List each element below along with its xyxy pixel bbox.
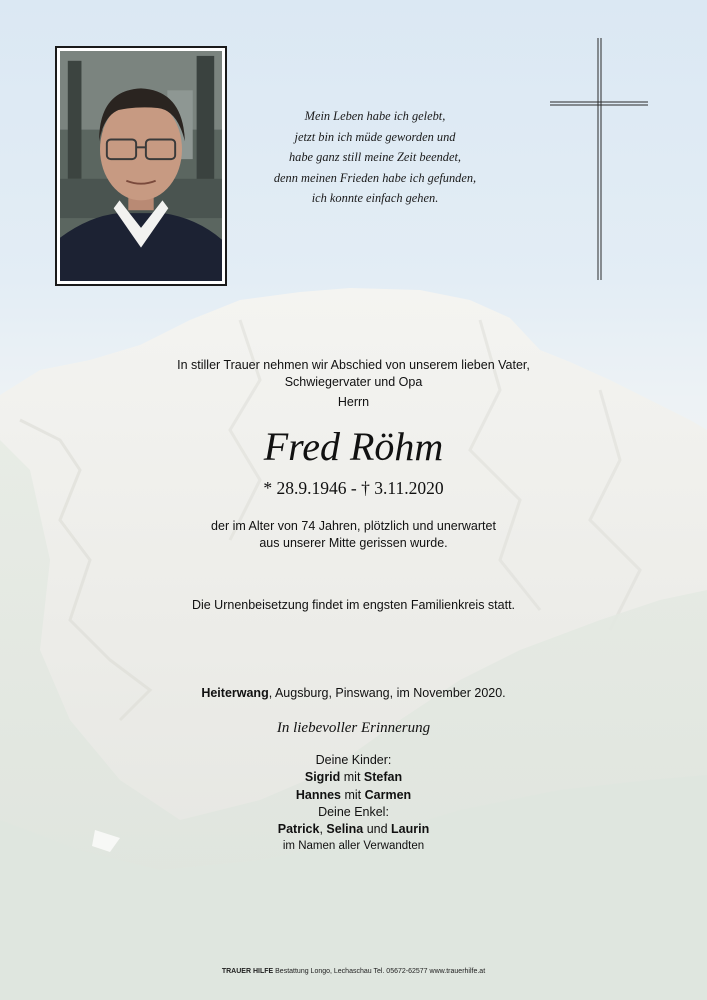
child-name: Hannes bbox=[295, 787, 341, 802]
portrait-photo bbox=[55, 46, 227, 286]
poem-line: Mein Leben habe ich gelebt, bbox=[304, 109, 446, 123]
urn-notice: Die Urnenbeisetzung findet im engsten Familienkreis statt. bbox=[191, 598, 516, 612]
poem-line: habe ganz still meine Zeit beendet, bbox=[288, 150, 462, 164]
footer-brand: TRAUER HILFE bbox=[221, 968, 274, 975]
connector: und bbox=[363, 822, 392, 837]
partner-name: Carmen bbox=[364, 787, 412, 802]
place-rest: , Augsburg, Pinswang, im November 2020. bbox=[268, 686, 506, 700]
closing-line: im Namen aller Verwandten bbox=[282, 840, 425, 853]
intro-line-2: Schwiegervater und Opa bbox=[284, 375, 423, 389]
death-note-line-2: aus unserer Mitte gerissen wurde. bbox=[259, 535, 448, 550]
family-list bbox=[0, 752, 707, 856]
memory-heading: In liebevoller Erinnerung bbox=[276, 720, 431, 736]
footer bbox=[0, 968, 707, 975]
grandchild-name: Selina bbox=[326, 822, 364, 837]
place-primary: Heiterwang bbox=[201, 686, 269, 700]
family-line bbox=[0, 821, 707, 838]
place-date-line bbox=[0, 686, 707, 700]
family-line bbox=[0, 787, 707, 804]
grandchildren-label: Deine Enkel: bbox=[318, 804, 389, 819]
intro-line-1: In stiller Trauer nehmen wir Abschied von unserem lieben Vater, bbox=[177, 358, 530, 372]
death-note-line-1: der im Alter von 74 Jahren, plötzlich und unerwartet bbox=[211, 519, 496, 533]
connector: mit bbox=[340, 770, 364, 785]
grandchild-name: Patrick bbox=[277, 822, 320, 837]
salutation: Herrn bbox=[337, 395, 370, 409]
poem-line: ich konnte einfach gehen. bbox=[311, 191, 439, 205]
deceased-name: Fred Röhm bbox=[263, 424, 444, 469]
death-note bbox=[0, 518, 707, 551]
life-dates: * 28.9.1946 - † 3.11.2020 bbox=[263, 478, 444, 498]
children-label: Deine Kinder: bbox=[315, 753, 392, 767]
cross-icon bbox=[550, 38, 650, 280]
child-name: Sigrid bbox=[304, 770, 341, 785]
connector: , bbox=[319, 822, 327, 837]
family-line bbox=[0, 769, 707, 786]
grandchild-name: Laurin bbox=[391, 822, 430, 837]
poem-line: jetzt bin ich müde geworden und bbox=[294, 129, 456, 144]
partner-name: Stefan bbox=[363, 770, 403, 785]
footer-text: Bestattung Longo, Lechaschau Tel. 05672-62577 www.trauerhilfe.at bbox=[273, 968, 486, 975]
poem bbox=[250, 106, 500, 209]
connector: mit bbox=[341, 787, 365, 802]
poem-line: denn meinen Frieden habe ich gefunden, bbox=[273, 170, 477, 185]
intro-text bbox=[0, 357, 707, 391]
